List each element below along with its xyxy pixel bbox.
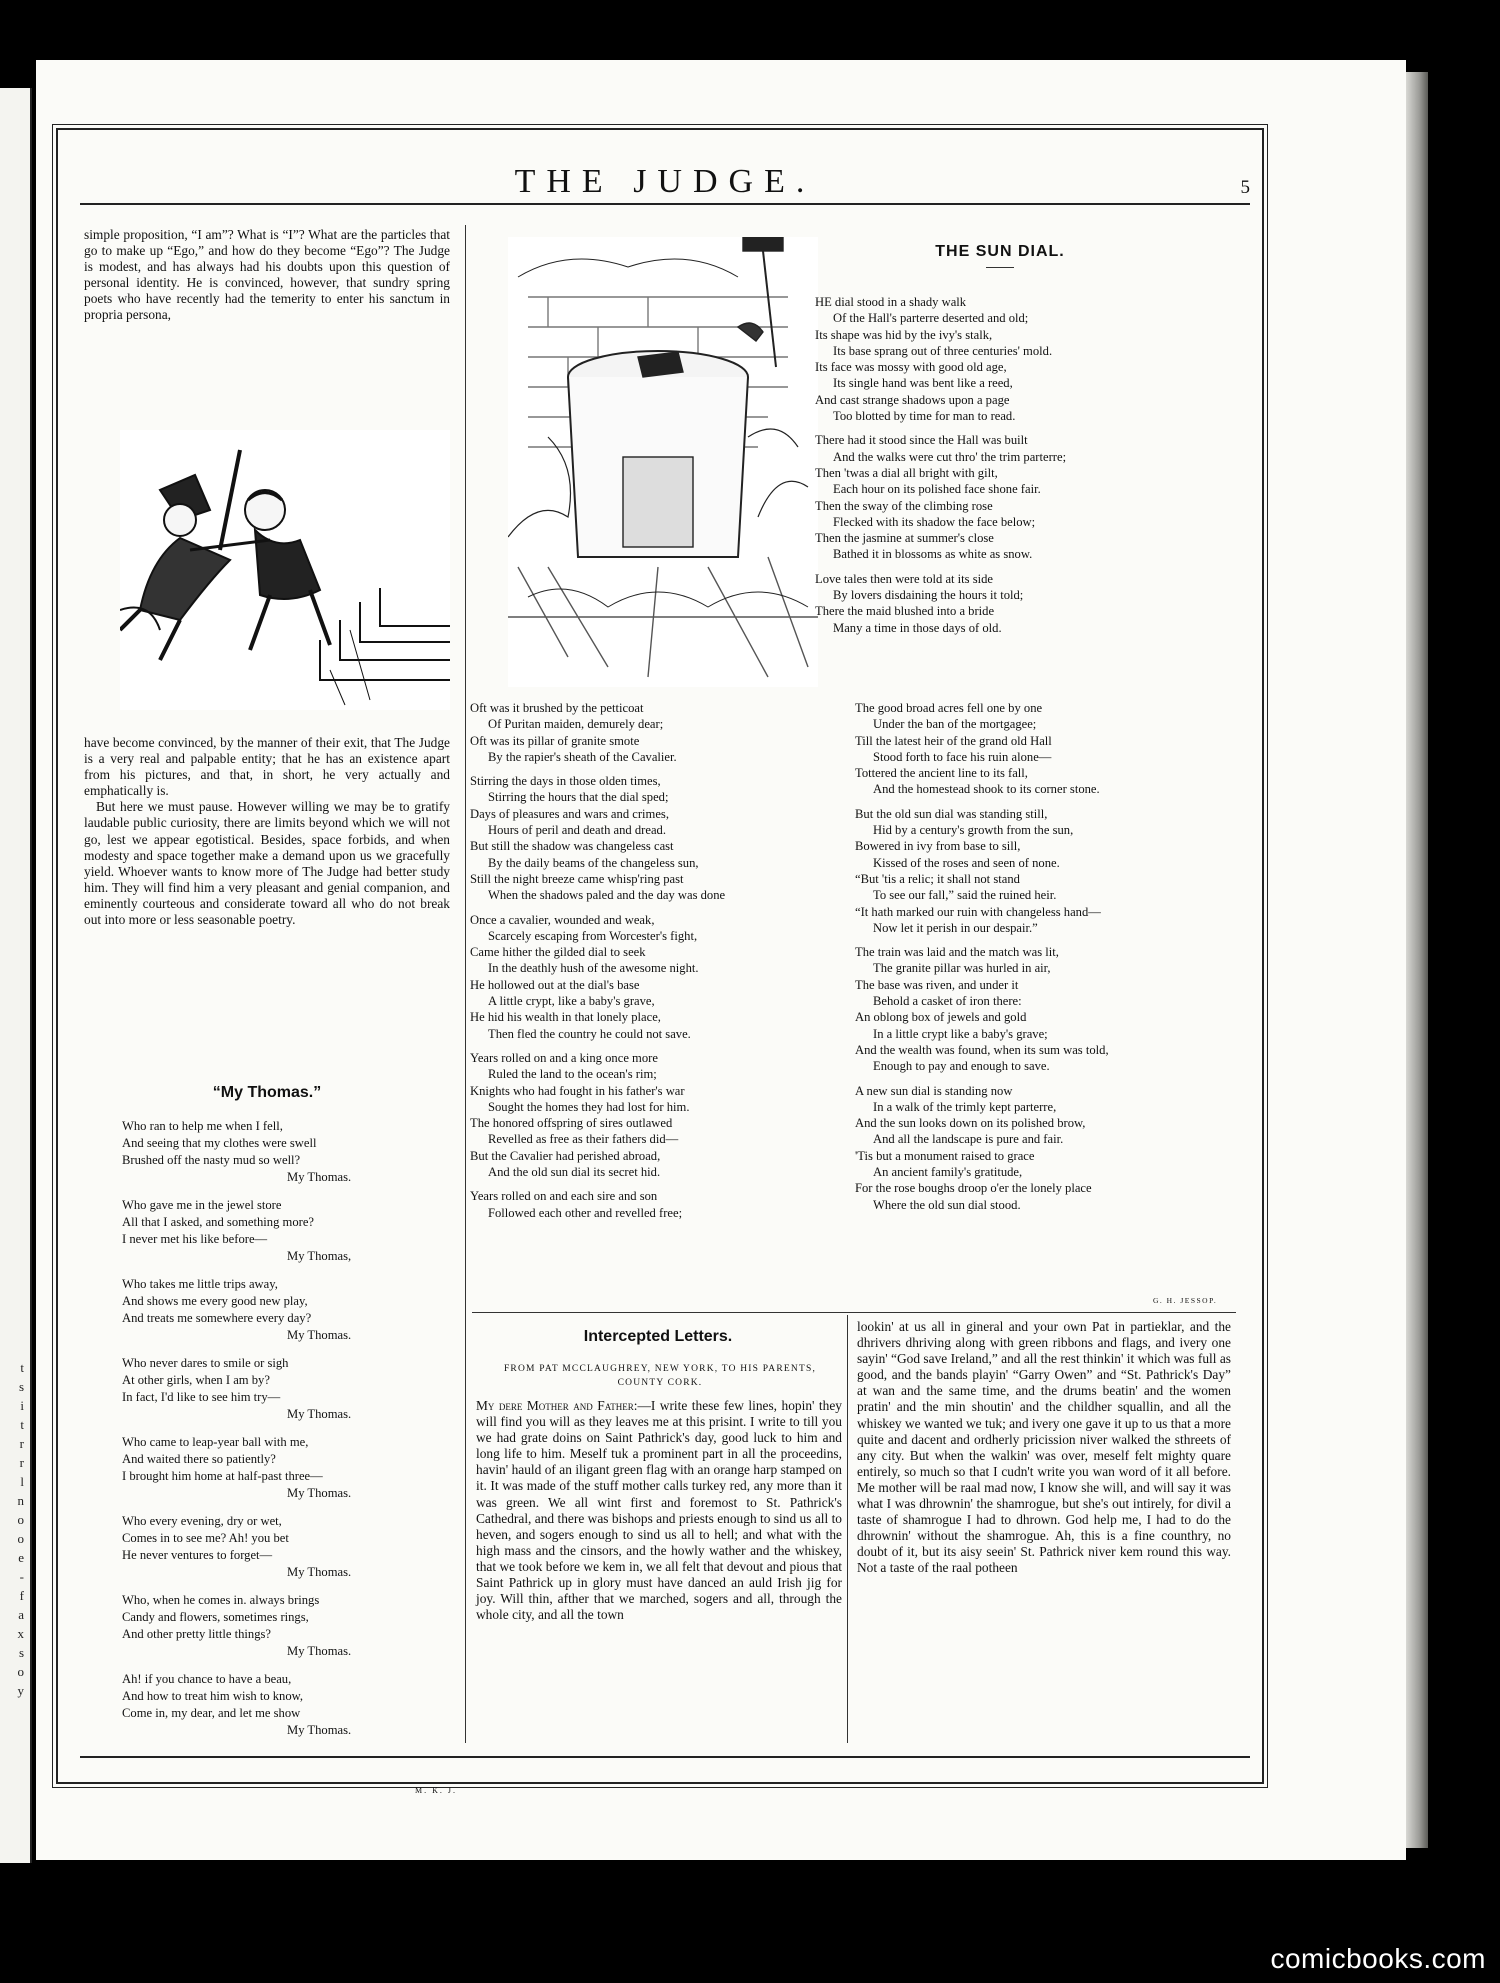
poem-line: Its shape was hid by the ivy's stalk, <box>815 327 993 342</box>
poem-line: Then the sway of the climbing rose <box>815 498 993 513</box>
fragment-letter: i <box>20 1398 24 1413</box>
ego-article <box>84 227 450 928</box>
page-number: 5 <box>1240 177 1250 198</box>
fragment-letter: o <box>17 1664 24 1679</box>
poem-line: Ah! if you chance to have a beau, <box>122 1672 292 1686</box>
poem-line: By the rapier's sheath of the Cavalier. <box>488 749 677 764</box>
stanza-gap <box>470 1180 840 1188</box>
poem-line: Stood forth to face his ruin alone— <box>873 749 1052 764</box>
stanza-gap <box>470 904 840 912</box>
poem-line: And cast strange shadows upon a page <box>815 392 1010 407</box>
poem-line: Scarcely escaping from Worcester's fight, <box>488 928 698 943</box>
poem-line: Who, when he comes in. always brings <box>122 1593 320 1607</box>
poem-line: Love tales then were told at its side <box>815 571 994 586</box>
poem-line: And treats me somewhere every day? <box>122 1311 312 1325</box>
poem-line: Who came to leap-year ball with me, <box>122 1435 309 1449</box>
previous-page-text-fragments <box>12 1358 28 1700</box>
poem-line: He never ventures to forget— <box>122 1548 273 1562</box>
poem-line: And how to treat him wish to know, <box>122 1689 304 1703</box>
poem-line: Stirring the hours that the dial sped; <box>488 790 669 805</box>
poem-line: I brought him home at half-past three— <box>122 1469 323 1483</box>
poem-line: Oft was it brushed by the petticoat <box>470 701 644 715</box>
poem-line: All that I asked, and something more? <box>122 1215 315 1229</box>
ego-article-paragraph: have become convinced, by the manner of their exit, that The Judge is a very real and palpable entity; that he has an existence apart from his pictures, and that, in short, he very actually and emphatically is. <box>84 735 450 799</box>
poem-line: Stirring the days in those olden times, <box>470 774 661 789</box>
poem-line: Enough to pay and enough to save. <box>873 1059 1050 1074</box>
poem-line: Now let it perish in our despair.” <box>873 920 1038 935</box>
my-thomas-poem <box>122 1118 422 1750</box>
stanza-gap <box>815 636 1245 644</box>
fragment-letter: r <box>19 1436 24 1451</box>
watermark: comicbooks.com <box>1270 1943 1486 1974</box>
fragment-letter: y <box>17 1683 24 1698</box>
fragment-letter: s <box>18 1645 24 1660</box>
poem-line: He hid his wealth in that lonely place, <box>470 1010 661 1025</box>
poem-line: And seeing that my clothes were swell <box>122 1136 317 1150</box>
stanza <box>122 1197 422 1265</box>
poem-line: Then fled the country he could not save. <box>488 1026 691 1041</box>
stanza-gap <box>470 1042 840 1050</box>
fragment-letter: - <box>19 1569 24 1584</box>
poem-line: In a little crypt like a baby's grave; <box>873 1026 1048 1041</box>
letter-body-right: lookin' at us all in gineral and your own Pat in partieklar, and the dhrivers dhriving along with green ribbons and flags, and ivery one sayin' “God save Ireland,” and all the rest thinkin' it which was full as good, and the bands playin' “Garry Owen” and “St. Pathrick's Day” at wan and the same time, and the drums beatin' and the women pratin' and the min shoutin' and the childher squallin, and all the whiskey we wanted we tuk; and ivery one gave it up to us that a more quite and dacent and ordherly pricission niver walked the sthreets of any city. But when the walkin' was over, meself felt mighty quare entirely, so much so that I cudn't write you wan word of it all before. Me mother will be raal mad now, I know she will, and will say it was what I was dhrownin' the shamrogue, but she's out intirely, for divil a taste of shamrogue I had to dhrown. God help me, I had to do the dhrownin' without the shamrogue. Ah, this is a fine counthry, no doubt of it, but its aisy seein' St. Pathrick niver kem round this way. Not a taste of the raal potheen <box>857 1319 1231 1576</box>
poem-line: And the walks were cut thro' the trim parterre; <box>833 449 1067 464</box>
stanza <box>122 1592 422 1660</box>
letter-body-left: —I write these few lines, hopin' they will find you will as they leaves me at this prisint. I write to till you we had grate doins on Saint Pathrick's day, good luck to him and long life to him. Meself tuk a prominent part in all the proceedins, havin' hauld of an iligant green flag with an orange harp stamped on it. It was made of the stuff mother calls turkey red, any more than it was green. We all wint first and foremost to St. Pathrick's Cathedral, and there was bishops and priests enough to sind us all to heven, and sogers enough to sind us all to hell; and what with the high mass and the cinsors, and the howly wather and the whiskey, that we took before we kem in, we all felt that devout and pious that Saint Pathrick up in glory must have danced an auld Irish jig for joy. Will thin, afther that we marched, sogers and all, through the whole city, and all the town <box>476 1398 842 1623</box>
poem-line: Kissed of the roses and seen of none. <box>873 855 1060 870</box>
poem-line: And the old sun dial its secret hid. <box>488 1165 661 1180</box>
poem-line: Came hither the gilded dial to seek <box>470 945 646 960</box>
poem-line: Bowered in ivy from base to sill, <box>855 839 1021 854</box>
fragment-letter: o <box>17 1512 24 1527</box>
stanza-gap <box>470 1221 840 1229</box>
poem-line: Candy and flowers, sometimes rings, <box>122 1610 309 1624</box>
poem-line: Tottered the ancient line to its fall, <box>855 766 1028 781</box>
refrain: My Thomas. <box>287 1486 352 1500</box>
poem-line: There had it stood since the Hall was built <box>815 433 1028 448</box>
poem-line: Who gave me in the jewel store <box>122 1198 282 1212</box>
poem-line: Who every evening, dry or wet, <box>122 1514 282 1528</box>
fragment-letter: t <box>20 1360 24 1375</box>
stanza <box>122 1276 422 1344</box>
poet-ejected-illustration <box>120 430 450 710</box>
poem-line: In fact, I'd like to see him try— <box>122 1390 281 1404</box>
poem-line: An oblong box of jewels and gold <box>855 1010 1027 1025</box>
poem-line: The granite pillar was hurled in air, <box>873 961 1051 976</box>
fragment-letter: r <box>19 1455 24 1470</box>
poem-line: Where the old sun dial stood. <box>873 1197 1021 1212</box>
poem-line: Its single hand was bent like a reed, <box>833 376 1013 391</box>
sun-dial-poem-lower-left <box>470 700 840 1229</box>
poem-line: Years rolled on and each sire and son <box>470 1189 658 1204</box>
fragment-letter: o <box>17 1531 24 1546</box>
sun-dial-poem-upper <box>815 294 1245 644</box>
sun-dial-title <box>840 243 1160 278</box>
poem-line: And the wealth was found, when its sum was told, <box>855 1042 1109 1057</box>
poem-line: Knights who had fought in his father's war <box>470 1083 685 1098</box>
intercepted-letters-body-right <box>857 1319 1231 1577</box>
poem-line: Behold a casket of iron there: <box>873 994 1022 1009</box>
refrain: My Thomas. <box>287 1170 352 1184</box>
poem-line: Then the jasmine at summer's close <box>815 531 994 546</box>
section-rule <box>472 1312 1236 1313</box>
poem-line: The good broad acres fell one by one <box>855 701 1043 715</box>
stanza <box>122 1355 422 1423</box>
poem-line: HE dial stood in a shady walk <box>815 295 967 309</box>
poem-line: And the sun looks down on its polished brow, <box>855 1116 1086 1131</box>
sun-dial-title-text: THE SUN DIAL. <box>935 243 1065 260</box>
stanza <box>122 1434 422 1502</box>
refrain: My Thomas. <box>287 1565 352 1579</box>
refrain: My Thomas. <box>287 1644 352 1658</box>
poem-line: But still the shadow was changeless cast <box>470 839 674 854</box>
poem-line: “But 'tis a relic; it shall not stand <box>855 871 1020 886</box>
fragment-letter: a <box>18 1607 24 1622</box>
poem-line: Years rolled on and a king once more <box>470 1050 658 1065</box>
stanza-gap <box>815 563 1245 571</box>
poem-line: The honored offspring of sires outlawed <box>470 1116 673 1131</box>
poem-line: Brushed off the nasty mud so well? <box>122 1153 301 1167</box>
poem-line: Its base sprang out of three centuries' mold. <box>833 343 1053 358</box>
poem-line: To see our fall,” said the ruined heir. <box>873 888 1057 903</box>
ego-article-bottom <box>84 735 450 928</box>
poem-line: Too blotted by time for man to read. <box>833 409 1016 424</box>
poem-line: I never met his like before— <box>122 1232 268 1246</box>
stanza-gap <box>855 1213 1245 1221</box>
page-edge-shadow <box>1406 72 1428 1848</box>
poem-line: Followed each other and revelled free; <box>488 1205 683 1220</box>
poem-line: The train was laid and the match was lit, <box>855 945 1059 960</box>
poem-line: Days of pleasures and wars and crimes, <box>470 806 669 821</box>
poem-line: Come in, my dear, and let me show <box>122 1706 301 1720</box>
poem-line: Ruled the land to the ocean's rim; <box>488 1067 657 1082</box>
poem-line: When the shadows paled and the day was done <box>488 888 726 903</box>
poem-line: Then 'twas a dial all bright with gilt, <box>815 465 998 480</box>
poem-line: A little crypt, like a baby's grave, <box>488 994 655 1009</box>
stanza-gap <box>855 798 1245 806</box>
poem-line: An ancient family's gratitude, <box>873 1165 1023 1180</box>
poem-line: Of Puritan maiden, demurely dear; <box>488 717 664 732</box>
poem-line: By lovers disdaining the hours it told; <box>833 588 1024 603</box>
sun-dial-illustration <box>508 237 818 687</box>
poem-line: Who never dares to smile or sigh <box>122 1356 289 1370</box>
poem-line: Each hour on its polished face shone fair. <box>833 482 1041 497</box>
poem-line: He hollowed out at the dial's base <box>470 977 640 992</box>
refrain: My Thomas. <box>287 1723 352 1737</box>
stanza <box>122 1513 422 1581</box>
poem-line: Sought the homes they had lost for him. <box>488 1099 690 1114</box>
fragment-letter: f <box>19 1588 24 1603</box>
poem-line: And the homestead shook to its corner stone. <box>873 782 1100 797</box>
poem-line: Hid by a century's growth from the sun, <box>873 823 1074 838</box>
stanza <box>122 1671 422 1739</box>
poem-line: Still the night breeze came whisp'ring past <box>470 871 684 886</box>
previous-page-edge <box>0 88 32 1863</box>
my-thomas-signature: M. K. J. <box>415 1786 458 1795</box>
stanza <box>122 1118 422 1186</box>
fragment-letter: e <box>18 1550 24 1565</box>
poem-line: Once a cavalier, wounded and weak, <box>470 912 655 927</box>
intercepted-letters-title: Intercepted Letters. <box>583 1328 733 1345</box>
intercepted-letters-body-left <box>476 1398 842 1623</box>
fragment-letter: s <box>18 1379 24 1394</box>
poem-line: But the old sun dial was standing still, <box>855 806 1048 821</box>
refrain: My Thomas. <box>287 1328 352 1342</box>
poem-line: For the rose boughs droop o'er the lonely place <box>855 1181 1092 1196</box>
poem-line: Who takes me little trips away, <box>122 1277 278 1291</box>
title-rule <box>986 267 1014 268</box>
sun-dial-drawing <box>508 237 818 687</box>
poem-line: At other girls, when I am by? <box>122 1373 270 1387</box>
poem-line: But the Cavalier had perished abroad, <box>470 1148 661 1163</box>
poem-line: There the maid blushed into a bride <box>815 604 995 619</box>
poem-line: By the daily beams of the changeless sun, <box>488 855 699 870</box>
poem-line: 'Tis but a monument raised to grace <box>855 1148 1035 1163</box>
poem-line: Till the latest heir of the grand old Hall <box>855 733 1052 748</box>
intercepted-letters-from-line: FROM PAT MCCLAUGHREY, NEW YORK, TO HIS PARENTS, COUNTY CORK. <box>503 1364 817 1388</box>
masthead-title: THE JUDGE. <box>514 163 816 200</box>
column-rule <box>847 1315 848 1743</box>
poem-line: And waited there so patiently? <box>122 1452 276 1466</box>
sun-dial-poem-lower-right <box>855 700 1245 1221</box>
fragment-letter: x <box>17 1626 24 1641</box>
refrain: My Thomas, <box>287 1249 352 1263</box>
letter-salutation: My dere Mother and Father: <box>476 1398 638 1413</box>
poet-ejected-drawing <box>120 430 450 710</box>
stanza-gap <box>815 424 1245 432</box>
bottom-rule <box>80 1756 1250 1758</box>
poem-line: Of the Hall's parterre deserted and old; <box>833 311 1029 326</box>
poem-line: In a walk of the trimly kept parterre, <box>873 1099 1057 1114</box>
sun-dial-signature: G. H. JESSOP. <box>1153 1296 1218 1305</box>
poem-line: In the deathly hush of the awesome night. <box>488 961 699 976</box>
poem-line: Hours of peril and death and dread. <box>488 823 666 838</box>
fragment-letter: t <box>20 1417 24 1432</box>
poem-line: A new sun dial is standing now <box>855 1083 1013 1098</box>
fragment-letter: l <box>20 1474 24 1489</box>
poem-line: The base was riven, and under it <box>855 977 1019 992</box>
letter-paragraph <box>476 1398 842 1623</box>
fragment-letter: n <box>17 1493 24 1508</box>
poem-line: Revelled as free as their fathers did— <box>488 1132 679 1147</box>
ego-article-top: simple proposition, “I am”? What is “I”? What are the particles that go to make up “Ego,” and how do they become “Ego”? The Judge is modest, and has always had his doubts upon this question of personal identity. He is convinced, however, that sundry spring poets who have recently had the temerity to enter his sanctum in propria persona, <box>84 227 450 323</box>
poem-line: Many a time in those days of old. <box>833 620 1002 635</box>
poem-line: “It hath marked our ruin with changeless hand— <box>855 904 1101 919</box>
masthead <box>80 163 1250 205</box>
column-rule <box>465 225 466 1743</box>
poem-line: Under the ban of the mortgagee; <box>873 717 1037 732</box>
poem-line: Comes in to see me? Ah! you bet <box>122 1531 289 1545</box>
stanza-gap <box>470 765 840 773</box>
poem-line: Its face was mossy with good old age, <box>815 360 1007 375</box>
poem-line: And other pretty little things? <box>122 1627 271 1641</box>
my-thomas-title: “My Thomas.” <box>212 1084 322 1101</box>
stanza-gap <box>855 936 1245 944</box>
poem-line: Bathed it in blossoms as white as snow. <box>833 547 1033 562</box>
stanza-gap <box>855 1075 1245 1083</box>
refrain: My Thomas. <box>287 1407 352 1421</box>
poem-line: Oft was its pillar of granite smote <box>470 733 640 748</box>
poem-line: Who ran to help me when I fell, <box>122 1119 283 1133</box>
poem-line: Flecked with its shadow the face below; <box>833 514 1036 529</box>
poem-line: And shows me every good new play, <box>122 1294 308 1308</box>
ego-article-paragraph: But here we must pause. However willing we may be to gratify laudable public curiosity, there are limits beyond which we will not go, lest we appear egotistical. Besides, space forbids, and when modesty and space together make a demand upon us we gracefully yield. Whoever wants to know more of The Judge had better study him. They will find him a very pleasant and genial companion, and eminently courteous and considerate toward all who do not break out into more or less seasonable poetry. <box>84 799 450 928</box>
poem-line: And all the landscape is pure and fair. <box>873 1132 1064 1147</box>
